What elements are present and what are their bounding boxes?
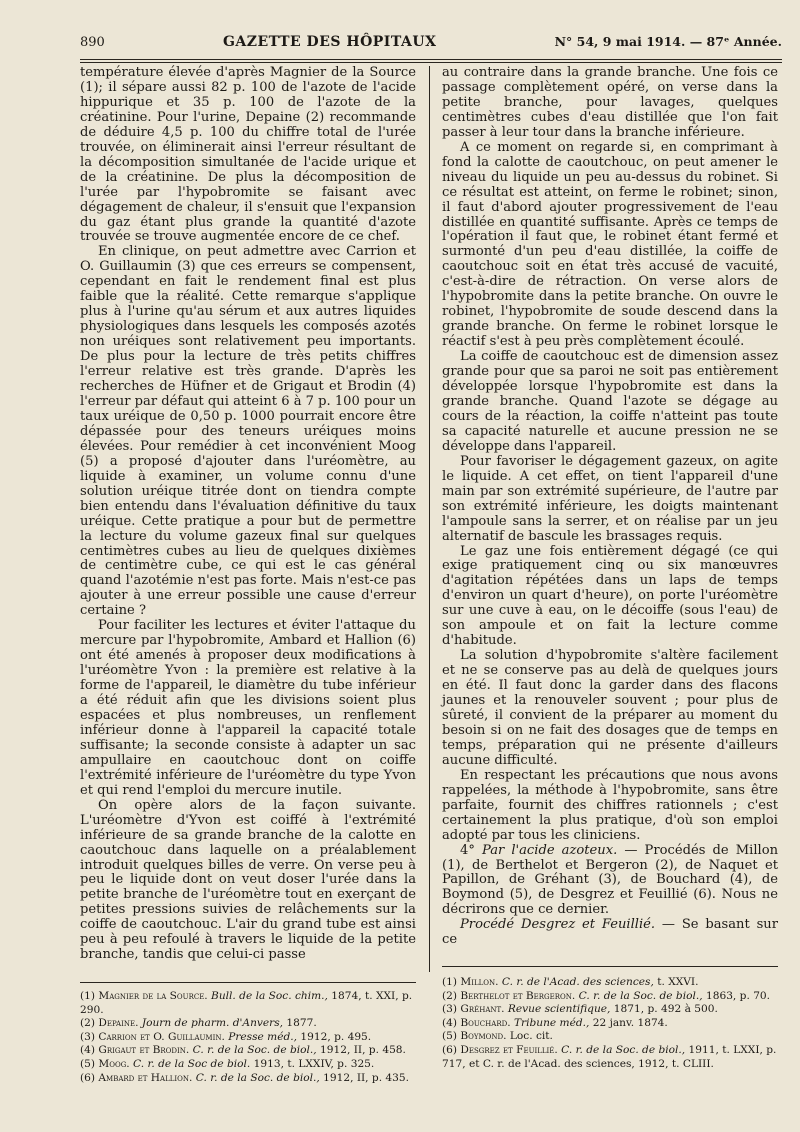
footnote [442, 1003, 778, 1017]
paragraph: température élevée d'après Magnier de la Source (1); il sépare aussi 82 p. 100 de l'azote de l'acide hippurique et 35 p. 100 de l'azote de la créatinine. Pour l'urine, Depaine (2) recommande de déduire 4,5 p. 100 du chiffre total de l'urée trouvée, on éliminerait ainsi l'erreur résultant de la décomposition simultanée de l'acide urique et de la créatinine. De plus la décomposition de l'urée par l'hypobromite se faisant avec dégagement de chaleur, il s'ensuit que l'expansion du gaz étant plus grande la quantité d'azote trouvée se trouve augmentée encore de ce chef. [80, 65, 416, 245]
footnote [442, 990, 778, 1004]
header-rule-thin [80, 62, 782, 63]
footnote [442, 976, 778, 990]
footnote-detail: 1913, t. LXXIV, p. 325. [250, 1057, 375, 1070]
footnote-source: C. r. de la Soc. de biol., [575, 989, 703, 1002]
footnote-number: (3) [80, 1030, 99, 1043]
footnote-author: Moog. [98, 1057, 130, 1070]
footnote-author: Depaine. [98, 1017, 139, 1030]
footnote-number: (4) [80, 1044, 99, 1057]
footnote [80, 1031, 416, 1045]
footnote-number: (1) [80, 990, 99, 1002]
footnote-detail: 1912, p. 495. [297, 1030, 372, 1043]
paragraph: Le gaz une fois entièrement dégagé (ce qui exige pratiquement cinq ou six manœuvres d'agitation répétées dans un laps de temps d'environ un quart d'heure), on porte l'uréomètre sur une cuve à eau, on le décoiffe (sous l'eau) de son ampoule et on fait la lecture comme d'habitude. [442, 543, 778, 649]
footnote-author: Ambard et Hallion. [98, 1071, 193, 1084]
footnote-source: Presse méd., [224, 1030, 297, 1043]
footnote-number: (2) [80, 1017, 99, 1030]
footnote-author: Bouchard. [460, 1016, 511, 1029]
footnote [80, 1017, 416, 1031]
footnote-source: C. r. de la Soc de biol. [129, 1057, 251, 1070]
footnote-source: Tribune méd., [510, 1016, 590, 1029]
footnote-number: (5) [80, 1057, 99, 1070]
footnote-detail: Loc. cit. [506, 1030, 553, 1043]
footnote-source: Bull. de la Soc. chim., [207, 990, 328, 1002]
subsection-heading: Procédé Desgrez et Feuillié. [460, 917, 656, 933]
footnote-author: Grigaut et Brodin. [98, 1044, 190, 1057]
column-divider [429, 66, 430, 972]
paragraph: On opère alors de la façon suivante. L'uréomètre d'Yvon est coiffé à l'extrémité inférieure de sa grande branche de la calotte en caoutchouc dans laquelle on a préalablement introduit quelques billes de verre. On verse peu à peu le liquide dont on veut doser l'urée dans la petite branche de l'uréomètre tout en exerçant de petites pressions suivies de relâchements sur la coiffe de caoutchouc. L'air du grand tube est ainsi peu à peu refoulé à travers le liquide de la petite branche, tandis que celui-ci passe [80, 797, 416, 963]
footnote [80, 1044, 416, 1058]
footnote-author: Desgrez et Feuillié. [460, 1043, 558, 1056]
section-number: 4° [460, 842, 482, 858]
footnote-source: Revue scientifique, [504, 1003, 611, 1016]
footnote [442, 1044, 778, 1071]
paragraph: La coiffe de caoutchouc est de dimension assez grande pour que sa paroi ne soit pas entièrement développée lorsque l'hypobromite est dans la grande branche. Quand l'azote se dégage au cours de la réaction, la coiffe n'atteint pas toute sa capacité naturelle et aucune pression ne se développe dans l'appareil. [442, 349, 778, 454]
paragraph: A ce moment on regarde si, en comprimant à fond la calotte de caoutchouc, on peut amener le niveau du liquide un peu au-dessus du robinet. Si ce résultat est atteint, on ferme le robinet; sinon, il faut d'abord ajouter progressivement de l'eau distillée en quantité suffisante. Après ce temps de l'opération il faut que, le robinet étant fermé et surmonté d'un peu d'eau distillée, la coiffe de caoutchouc soit en état très accusé de vacuité, c'est-à-dire de rétraction. On verse alors de l'hypobromite dans la petite branche. On ouvre le robinet, l'hypobromite de soude descend dans la grande branche. On ferme le robinet lorsque le réactif s'est à peu près complètement écoulé. [442, 139, 778, 350]
footnote-detail: t. XXVI. [653, 976, 699, 988]
footnote [442, 1017, 778, 1031]
footnote [80, 1058, 416, 1072]
footnote-detail: 1877. [283, 1017, 317, 1030]
footnote-detail: 1912, II, p. 435. [319, 1071, 410, 1084]
page-number: 890 [80, 35, 105, 50]
footnote-detail: 1874, t. XXI, p. 290. [80, 990, 413, 1016]
issue-info: N° 54, 9 mai 1914. — 87ᵉ Année. [554, 34, 782, 49]
footnote [80, 990, 416, 1017]
subsection-text: — Se basant sur ce [442, 917, 778, 948]
footnote-detail: 1871, p. 492 à 500. [610, 1003, 718, 1016]
footnotes-left [80, 990, 416, 1085]
footnote-source: Journ de pharm. d'Anvers, [138, 1017, 284, 1030]
page-header [80, 34, 782, 56]
footnote-number: (6) [442, 1043, 461, 1056]
footnote-source: C. r. de la Soc. de biol., [189, 1044, 317, 1057]
paragraph: au contraire dans la grande branche. Une fois ce passage complètement opéré, on verse dans la petite branche, pour lavages, quelques centimètres cubes d'eau distillée que l'on fait passer à leur tour dans la branche inférieure. [442, 65, 778, 140]
section-paragraph [442, 844, 778, 919]
footnote-source: C. r. de la Soc. de biol., [192, 1071, 320, 1084]
footnote-detail: 1863, p. 70. [702, 989, 771, 1002]
footnote-author: Gréhant. [460, 1003, 505, 1016]
subsection-paragraph [442, 918, 778, 948]
section-heading: Par l'acide azoteux. [481, 842, 618, 858]
paragraph: En respectant les précautions que nous avons rappelées, la méthode à l'hypobromite, sans être parfaite, fournit des chiffres rationnels ; c'est certainement la plus pratique, d'où son emploi adopté par tous les cliniciens. [442, 767, 778, 843]
footnote-number: (4) [442, 1016, 461, 1029]
footnote-rule-left [80, 982, 416, 983]
paragraph: La solution d'hypobromite s'altère facilement et ne se conserve pas au delà de quelques jours en été. Il faut donc la garder dans des flacons jaunes et la renouveler souvent ; pour plus de sûreté, il convient de la préparer au moment du besoin si on ne fait des dosages que de temps en temps, préparation qui ne présente d'ailleurs aucune difficulté. [442, 648, 778, 768]
paragraph: Pour faciliter les lectures et éviter l'attaque du mercure par l'hypobromite, Ambard et Hallion (6) ont été amenés à proposer deux modifications à l'uréomètre Yvon : la première est relative à la forme de l'appareil, le diamètre du tube inférieur a été réduit afin que les divisions soient plus espacées et plus nombreuses, un renflement inférieur donne à l'appareil la capacité totale suffisante; la seconde consiste à adapter un sac ampullaire en caoutchouc dont on coiffe l'extrémité inférieure de l'uréomètre du type Yvon et qui rend l'emploi du mercure inutile. [80, 618, 416, 798]
footnote-number: (2) [442, 989, 461, 1002]
footnote-author: Magnier de la Source. [98, 990, 208, 1002]
journal-title: GAZETTE DES HÔPITAUX [222, 34, 437, 50]
footnotes-right [442, 976, 778, 1071]
left-column [80, 66, 416, 963]
footnote-number: (6) [80, 1071, 99, 1084]
footnote-author: Millon. [460, 976, 499, 988]
footnote-detail: 1912, II, p. 458. [316, 1044, 406, 1057]
footnote [80, 1072, 416, 1086]
footnote-author: Boymond. [460, 1030, 507, 1043]
footnote-author: Berthelot et Bergeron. [460, 989, 576, 1002]
footnote-number: (1) [442, 976, 461, 988]
right-column [442, 66, 778, 948]
footnote-detail: 22 janv. 1874. [589, 1016, 668, 1029]
footnote-author: Carrion et O. Guillaumin. [98, 1030, 225, 1043]
paragraph: En clinique, on peut admettre avec Carrion et O. Guillaumin (3) que ces erreurs se compensent, cependant en fait le rendement final est plus faible que la réalité. Cette remarque s'applique plus à l'urine qu'au sérum et aux autres liquides physiologiques dans lesquels les composés azotés non uréiques sont relativement peu importants. De plus pour la lecture de très petits chiffres l'erreur relative est très grande. D'après les recherches de Hüfner et de Grigaut et Brodin (4) l'erreur par défaut qui atteint 6 à 7 p. 100 pour un taux uréique de 0,50 p. 1000 pourrait encore être dépassée pour des teneurs uréiques moins élevées. Pour remédier à cet inconvénient Moog (5) a proposé d'ajouter dans l'uréomètre, au liquide à examiner, un volume connu d'une solution uréique titrée dont on tiendra compte bien entendu dans l'évaluation définitive du taux uréique. Cette pratique a pour but de permettre la lecture du volume gazeux final sur quelques centimètres cubes au lieu de quelques dixièmes de centimètre cube, ce qui est le cas général quand l'azotémie n'est pas forte. Mais n'est-ce pas ajouter à une erreur possible une cause d'erreur certaine ? [80, 244, 416, 619]
header-rule [80, 59, 782, 60]
footnote [442, 1030, 778, 1044]
footnote-number: (5) [442, 1030, 461, 1043]
footnote-number: (3) [442, 1003, 461, 1016]
footnote-source: C. r. de l'Acad. des sciences, [498, 976, 654, 988]
section-text: — Procédés de Millon (1), de Berthelot et Bergeron (2), de Naquet et Papillon, de Gréhant (3), de Bouchard (4), de Boymond (5), de Desgrez et Feuillié (6). Nous ne décrirons que ce dernier. [442, 842, 779, 918]
footnote-detail: 1911, t. LXXI, p. 717, et C. r. de l'Acad. des sciences, 1912, t. CLIII. [442, 1043, 777, 1070]
footnote-source: C. r. de la Soc. de biol., [557, 1043, 686, 1056]
footnote-rule-right [442, 966, 778, 967]
paragraph: Pour favoriser le dégagement gazeux, on agite le liquide. A cet effet, on tient l'appareil d'une main par son extrémité supérieure, de l'autre par son extrémité inférieure, les doigts maintenant l'ampoule sans la serrer, et on réalise par un jeu alternatif de bascule les brassages requis. [442, 453, 778, 544]
